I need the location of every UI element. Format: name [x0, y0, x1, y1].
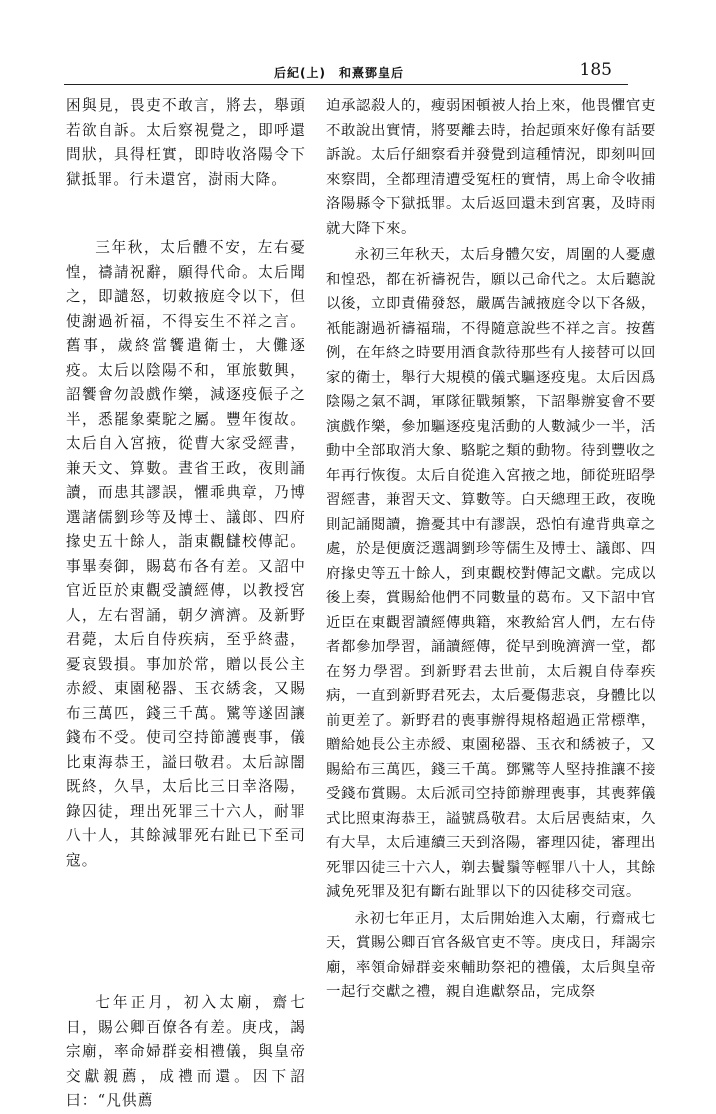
- running-title: 后紀(上) 和熹鄧皇后: [274, 66, 404, 80]
- page-header: [66, 54, 626, 84]
- page-number: 185: [579, 60, 612, 80]
- translation-paragraph: 永初三年秋天，太后身體欠安，周圍的人憂慮和惶恐，都在祈禱祝告，願以己命代之。太后聽說以後，立即責備發怒，嚴厲告誡掖庭令以下各級，衹能謝過祈禱福瑞，不得隨意說些不祥之言。按舊例，在年終之時要用酒食款待那些有人接替可以回家的衛士，舉行大規模的儀式驅逐疫鬼。太后因爲陰陽之氣不調，軍隊征戰頻繁，下詔舉辦宴會不要演戲作樂，參加驅逐疫鬼活動的人數減少一半，活動中全部取消大象、駱駝之類的動物。待到豐收之年再行恢復。太后自從進入宮掖之地，師從班昭學習經書，兼習天文、算數等。白天總理王政，夜晚則記誦閱讀，擔憂其中有謬誤，恐怕有違背典章之處，於是便廣泛選調劉珍等儒生及博士、議郎、四府掾史等五十餘人，到東觀校對傳記文獻。完成以後上奏，賞賜給他們不同數量的葛布。又下詔中官近臣在東觀習讀經傳典籍，來教給宮人們，左右侍者都參加學習，誦讀經傳，從早到晚濟濟一堂，都在努力學習。到新野君去世前，太后親自侍奉疾病，一直到新野君死去，太后憂傷悲哀，身體比以前更差了。新野君的喪事辦得規格超過正常標準，贈給她長公主赤綬、東園秘器、玉衣和綉被子，又賜給布三萬匹，錢三千萬。鄧騭等人堅持推讓不接受錢布賞賜。太后派司空持節辦理喪事，其喪葬儀式比照東海恭王，謚號爲敬君。太后居喪結束，久有大旱，太后連續三天到洛陽，審理囚徒，審理出死罪囚徒三十六人，剃去鬢鬚等輕罪八十人，其餘減免死罪及犯有斷右趾罪以下的囚徒移交司寇。: [326, 247, 656, 900]
- translation-column: [326, 94, 656, 1005]
- translation-paragraph: 永初七年正月，太后開始進入太廟，行齋戒七天，賞賜公卿百官各級官吏不等。庚戌日，拜謁宗廟，率領命婦群妾來輔助祭祀的禮儀，太后與皇帝一起行交獻之禮，親自進獻祭品，完成祭: [326, 910, 656, 1000]
- classical-paragraph: 七年正月，初入太廟，齋七日，賜公卿百僚各有差。庚戌，謁宗廟，率命婦群妾相禮儀，與皇帝交獻親薦，成禮而還。因下詔曰：“凡供薦: [66, 994, 306, 1109]
- header-rule: [64, 84, 628, 85]
- classical-text-column: [66, 94, 306, 1114]
- classical-paragraph: 困與見，畏吏不敢言，將去，舉頭若欲自訴。太后察視覺之，即呼還問狀，具得枉實，即時收洛陽令下獄抵罪。行未還宮，澍雨大降。: [66, 97, 306, 188]
- translation-paragraph: 迫承認殺人的，瘦弱困頓被人抬上來，他畏懼官吏不敢說出實情，將要離去時，抬起頭來好像有話要訴說。太后仔細察看并發覺到這種情況，即刻叫回來察問，全都理清遭受冤枉的實情，馬上命令收捕洛陽縣令下獄抵罪。太后返回還未到宮裏，及時雨就大降下來。: [326, 98, 656, 237]
- classical-paragraph: 三年秋，太后體不安，左右憂惶，禱請祝辭，願得代命。太后聞之，即譴怒，切敕掖庭令以下，但使謝過祈福，不得妄生不祥之言。舊事，歲終當饗遣衛士，大儺逐疫。太后以陰陽不和，軍旅數興，詔饗會勿設戲作樂，減逐疫侲子之半，悉罷象橐駝之屬。豐年復故。太后自入宮掖，從曹大家受經書，兼天文、算數。晝省王政，夜則誦讀，而患其謬誤，懼乖典章，乃博選諸儒劉珍等及博士、議郎、四府掾史五十餘人，詣東觀讎校傳記。事畢奏御，賜葛布各有差。又詔中官近臣於東觀受讀經傳，以教授宮人，左右習誦，朝夕濟濟。及新野君薨，太后自侍疾病，至乎終盡，憂哀毀損。事加於常，贈以長公主赤綬、東園秘器、玉衣綉衾，又賜布三萬匹，錢三千萬。騭等遂固讓錢布不受。使司空持節護喪事，儀比東海恭王，謚曰敬君。太后諒闇既終，久旱，太后比三日幸洛陽，錄囚徒，理出死罪三十六人，耐罪八十人，其餘減罪死右趾已下至司寇。: [66, 239, 306, 869]
